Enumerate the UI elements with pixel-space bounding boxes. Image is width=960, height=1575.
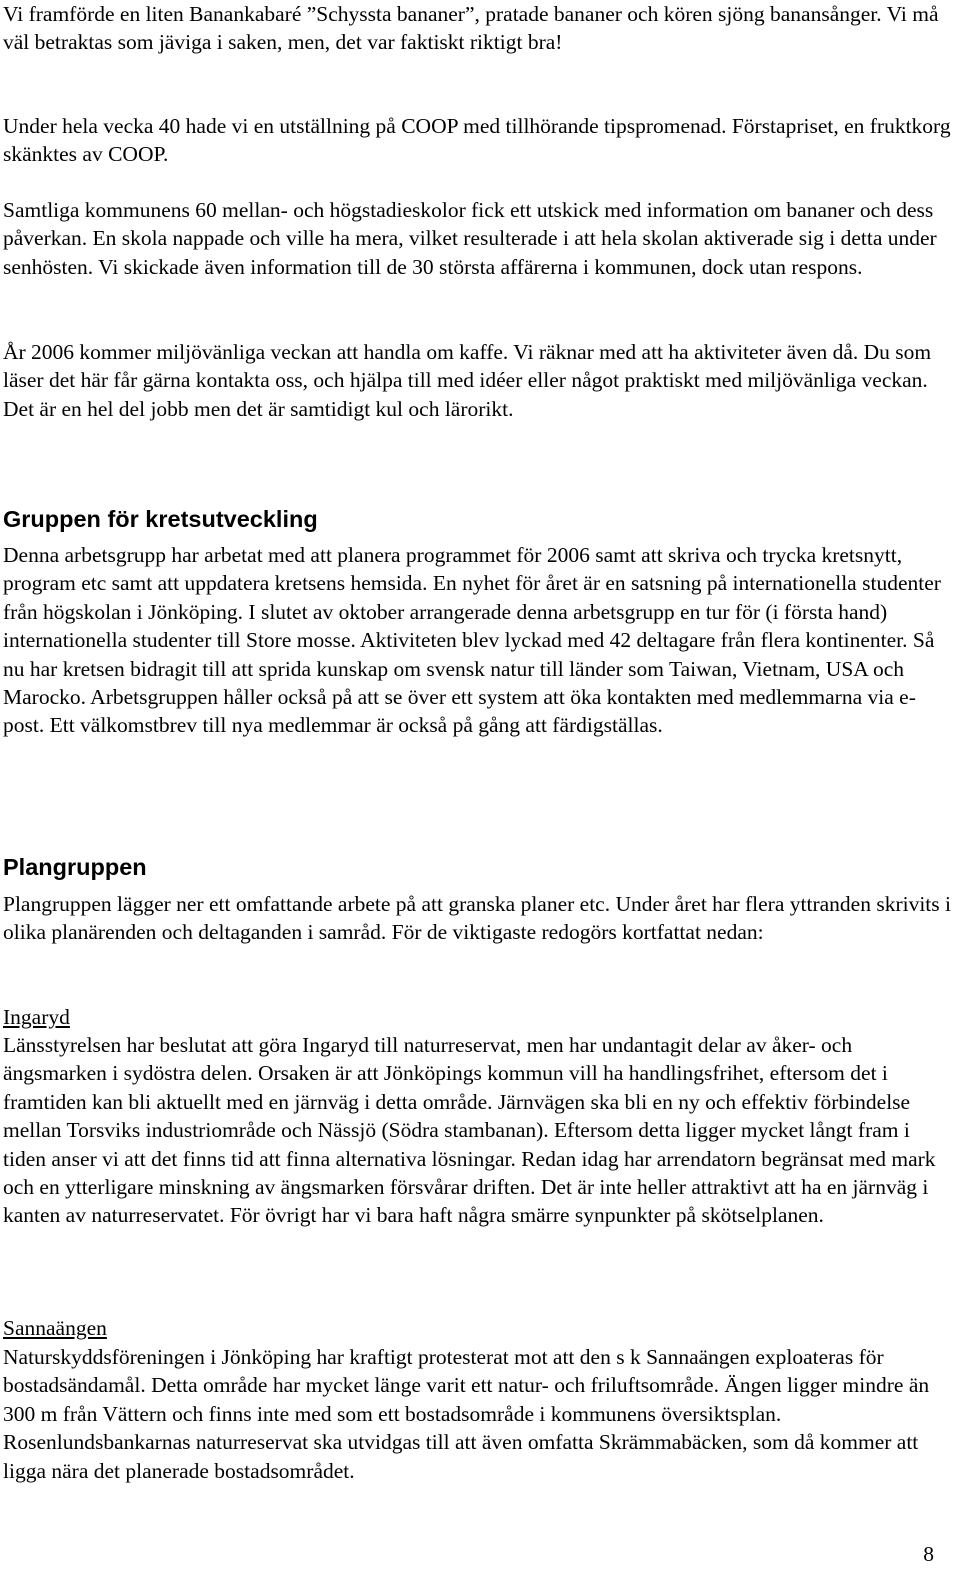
section-heading-plangruppen: Plangruppen: [3, 854, 147, 880]
intro-paragraph-3: Samtliga kommunens 60 mellan- och högstadieskolor fick ett utskick med information om bananer och dess påverkan. En skola nappade och ville ha mera, vilket resulterade i att hela skolan aktiverade sig i detta under senhösten. Vi skickade även information till de 30 största affärerna i kommunen, dock utan respons.: [3, 198, 937, 279]
intro-paragraph-1: Vi framförde en liten Banankabaré ”Schyssta bananer”, pratade bananer och kören sjöng banansånger. Vi må väl betraktas som jäviga i saken, men, det var faktiskt riktigt bra!: [3, 2, 939, 55]
section-heading-kretsutveckling: Gruppen för kretsutveckling: [3, 506, 318, 532]
intro-paragraph-4: År 2006 kommer miljövänliga veckan att handla om kaffe. Vi räknar med att ha aktiviteter även då. Du som läser det här får gärna kontakta oss, och hjälpa till med idéer eller något praktiskt med miljövänliga veckan. Det är en hel del jobb men det är samtidigt kul och lärorikt.: [3, 340, 932, 421]
plangruppen-paragraph: Plangruppen lägger ner ett omfattande arbete på att granska planer etc. Under året har flera yttranden skrivits i olika planärenden och deltaganden i samråd. För de viktigaste redogörs kortfattat nedan:: [3, 892, 951, 945]
subheading-ingaryd: Ingaryd: [3, 1005, 70, 1029]
intro-paragraph-2: Under hela vecka 40 hade vi en utställning på COOP med tillhörande tipspromenad. Förstapriset, en fruktkorg skänktes av COOP.: [3, 114, 951, 167]
kretsutveckling-paragraph: Denna arbetsgrupp har arbetat med att planera programmet för 2006 samt att skriva och trycka kretsnytt, program etc samt att uppdatera kretsens hemsida. En nyhet för året är en satsning på internationella studenter från högskolan i Jönköping. I slutet av oktober arrangerade denna arbetsgrupp en tur för (i första hand) internationella studenter till Store mosse. Aktiviteten blev lyckad med 42 deltagare från flera kontinenter. Så nu har kretsen bidragit till att sprida kunskap om svensk natur till länder som Taiwan, Vietnam, USA och Marocko. Arbetsgruppen håller också på att se över ett system att öka kontakten med medlemmarna via e-post. Ett välkomstbrev till nya medlemmar är också på gång att färdigställas.: [3, 543, 941, 738]
subheading-sannaangen: Sannaängen: [3, 1316, 107, 1340]
ingaryd-paragraph: Länsstyrelsen har beslutat att göra Ingaryd till naturreservat, men har undantagit delar av åker- och ängsmarken i sydöstra delen. Orsaken är att Jönköpings kommun vill ha handlingsfrihet, eftersom det i framtiden kan bli aktuellt med en järnväg i detta område. Järnvägen ska bli en ny och effektiv förbindelse mellan Torsviks industriområde och Nässjö (Södra stambanan). Eftersom detta ligger mycket långt fram i tiden anser vi att det finns tid att finna alternativa lösningar. Redan idag har arrendatorn begränsat med mark och en ytterligare minskning av ängsmarken försvårar driften. Det är inte heller attraktivt att ha en järnväg i kanten av naturreservatet. För övrigt har vi bara haft några smärre synpunkter på skötselplanen.: [3, 1033, 936, 1228]
page-number: 8: [923, 1542, 934, 1566]
sannaangen-paragraph: Naturskyddsföreningen i Jönköping har kraftigt protesterat mot att den s k Sannaängen exploateras för bostadsändamål. Detta område har mycket länge varit ett natur- och friluftsområde. Ängen ligger mindre än 300 m från Vättern och finns inte med som ett bostadsområde i kommunens översiktsplan. Rosenlundsbankarnas naturreservat ska utvidgas till att även omfatta Skrämmabäcken, som då kommer att ligga nära det planerade bostadsområdet.: [3, 1345, 930, 1483]
